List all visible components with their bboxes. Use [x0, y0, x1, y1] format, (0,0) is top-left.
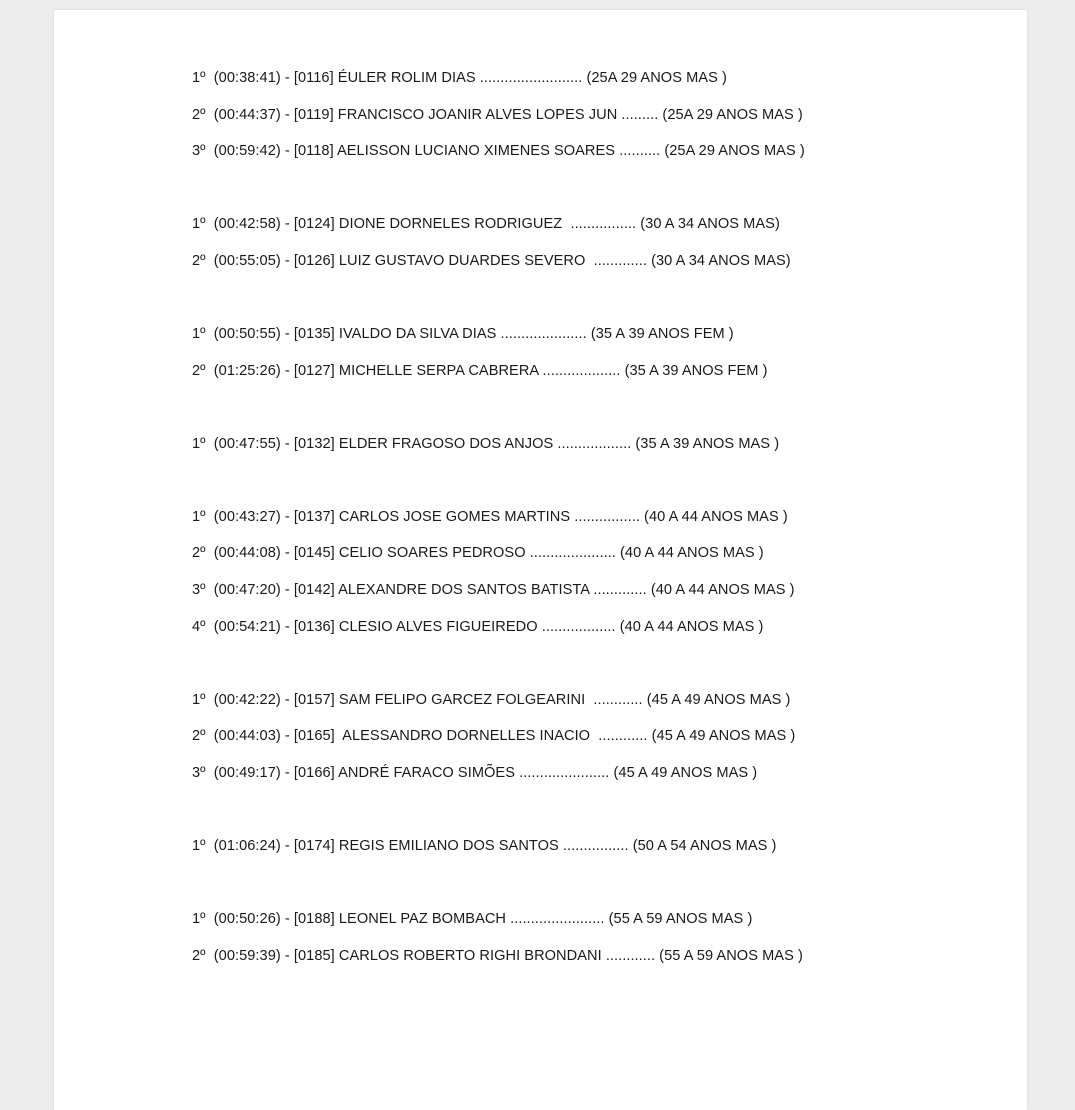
category-group-35-39-mas: [192, 426, 992, 463]
result-line: 1º (00:42:58) - [0124] DIONE DORNELES RODRIGUEZ ................ (30 A 34 ANOS MAS): [192, 216, 780, 233]
category-group-45-49-mas: [192, 682, 992, 792]
result-line: 3º (00:47:20) - [0142] ALEXANDRE DOS SANTOS BATISTA ............. (40 A 44 ANOS MAS ): [192, 581, 795, 598]
result-line: 2º (00:55:05) - [0126] LUIZ GUSTAVO DUARDES SEVERO ............. (30 A 34 ANOS MAS): [192, 252, 791, 269]
result-line: 2º (00:44:37) - [0119] FRANCISCO JOANIR ALVES LOPES JUN ......... (25A 29 ANOS MAS ): [192, 106, 803, 123]
result-line: 2º (01:25:26) - [0127] MICHELLE SERPA CABRERA ................... (35 A 39 ANOS FEM ): [192, 362, 768, 379]
category-group-40-44-mas: [192, 499, 992, 645]
result-line: 2º (00:44:08) - [0145] CELIO SOARES PEDROSO ..................... (40 A 44 ANOS MAS ): [192, 545, 764, 562]
result-line: 1º (00:50:55) - [0135] IVALDO DA SILVA DIAS ..................... (35 A 39 ANOS FEM ): [192, 325, 734, 342]
result-line: 1º (00:47:55) - [0132] ELDER FRAGOSO DOS ANJOS .................. (35 A 39 ANOS MAS ): [192, 435, 780, 452]
result-line: 1º (00:42:22) - [0157] SAM FELIPO GARCEZ FOLGEARINI ............ (45 A 49 ANOS MAS ): [192, 691, 791, 708]
category-group-55-59-mas: [192, 901, 992, 974]
result-line: 4º (00:54:21) - [0136] CLESIO ALVES FIGUEIREDO .................. (40 A 44 ANOS MAS ): [192, 618, 764, 635]
result-line: 1º (00:50:26) - [0188] LEONEL PAZ BOMBACH ....................... (55 A 59 ANOS MAS ): [192, 911, 753, 927]
result-line: 1º (00:38:41) - [0116] ÉULER ROLIM DIAS ......................... (25A 29 ANOS MAS ): [192, 70, 727, 86]
category-group-25-29-mas: [192, 60, 992, 170]
result-line: 1º (00:43:27) - [0137] CARLOS JOSE GOMES MARTINS ................ (40 A 44 ANOS MAS ): [192, 508, 788, 525]
result-line: 3º (00:49:17) - [0166] ANDRÉ FARACO SIMÕES ...................... (45 A 49 ANOS MAS ): [192, 764, 758, 781]
results-list: [192, 60, 992, 1011]
result-line: 1º (01:06:24) - [0174] REGIS EMILIANO DOS SANTOS ................ (50 A 54 ANOS MAS ): [192, 837, 777, 854]
category-group-50-54-mas: [192, 828, 992, 865]
document-page: [54, 10, 1027, 1110]
result-line: 3º (00:59:42) - [0118] AELISSON LUCIANO XIMENES SOARES .......... (25A 29 ANOS MAS ): [192, 143, 805, 160]
category-group-30-34-mas: [192, 206, 992, 279]
category-group-35-39-fem: [192, 316, 992, 389]
result-line: 2º (00:59:39) - [0185] CARLOS ROBERTO RIGHI BRONDANI ............ (55 A 59 ANOS MAS ): [192, 947, 803, 964]
result-line: 2º (00:44:03) - [0165] ALESSANDRO DORNELLES INACIO ............ (45 A 49 ANOS MAS ): [192, 728, 796, 745]
